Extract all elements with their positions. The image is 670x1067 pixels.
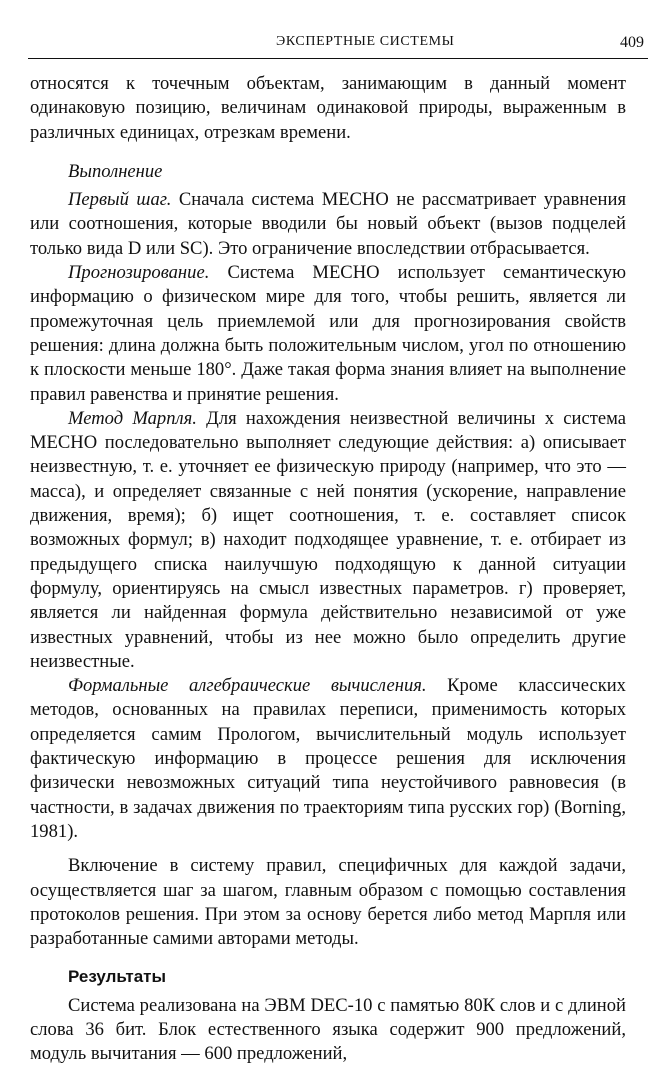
paragraph-formal-algebra [30, 674, 626, 844]
run-in-heading-forecasting: Прогнозирование. [68, 262, 210, 284]
paragraph-text: Сначала система MECHO не рассматривает уравнения или соотношения, которые вводили бы новый объект (вызов подцелей только вида D или SC). Это ограничение впоследствии отбрасывается. [30, 189, 626, 259]
page-header [28, 30, 648, 58]
page-number: 409 [620, 34, 644, 51]
run-in-heading-formal-algebra: Формальные алгебраические вычисления. [68, 675, 427, 697]
running-title: ЭКСПЕРТНЫЕ СИСТЕМЫ [276, 34, 455, 49]
paragraph-first-step [30, 188, 626, 261]
page-body [30, 72, 626, 1067]
run-in-heading-marples-method: Метод Марпля. [68, 407, 197, 429]
paragraph-text: Для нахождения неизвестной величины x система MECHO последовательно выполняет следующие действия: а) описывает неизвестную, т. е. уточняет ее физическую природу (например, что это — масса), и определяет связанные с ней понятия (ускорение, направление движения, время); б) ищет соотношения, т. е. составляет список возможных формул; в) находит подходящее уравнение, т. е. отбирает из предыдущего списка наилучшую подходящую к данной ситуации формулу, ориентируясь на смысл известных параметров. г) проверяет, является ли найденная формула действительно независимой от уже известных уравнений, чтобы из нее можно было определить другие неизвестные. [30, 407, 626, 672]
section-heading-execution: Выполнение [68, 160, 163, 182]
paragraph-forecasting [30, 261, 626, 407]
paragraph-text: Кроме классических методов, основанных на правилах переписи, применимость которых определяется самим Прологом, вычислительный модуль использует фактическую информацию в процессе решения для исключения физически невозможных ситуаций типа неустойчивого равновесия (в частности, в задачах движения по траекториям типа русских гор) (Borning, 1981). [30, 675, 626, 842]
paragraph-continuation: относятся к точечным объектам, занимающим в данный момент одинаковую позицию, величинам одинаковой природы, выраженным в различных единицах, отрезкам времени. [30, 73, 626, 143]
paragraph-results: Система реализована на ЭВМ DEC-10 с памятью 80К слов и с длиной слова 36 бит. Блок естественного языка содержит 900 предложений, модуль вычитания — 600 предложений, [30, 994, 626, 1065]
paragraph-rules-inclusion: Включение в систему правил, специфичных для каждой задачи, осуществляется шаг за шагом, главным образом с помощью составления протоколов решения. При этом за основу берется либо метод Марпля или разработанные самими авторами методы. [30, 855, 626, 950]
section-heading-results: Результаты [68, 967, 167, 987]
run-in-heading-first-step: Первый шаг. [68, 189, 172, 211]
paragraph-text: Система MECHO использует семантическую информацию о физическом мире для того, чтобы решить, является ли промежуточная цель приемлемой или для прогнозирования свойств решения: длина должна быть положительным числом, угол по отношению к плоскости меньше 180°. Даже такая форма знания влияет на выполнение правил равенства и принятие решения. [30, 262, 626, 405]
header-rule [28, 58, 648, 59]
paragraph-marples-method [30, 407, 626, 674]
